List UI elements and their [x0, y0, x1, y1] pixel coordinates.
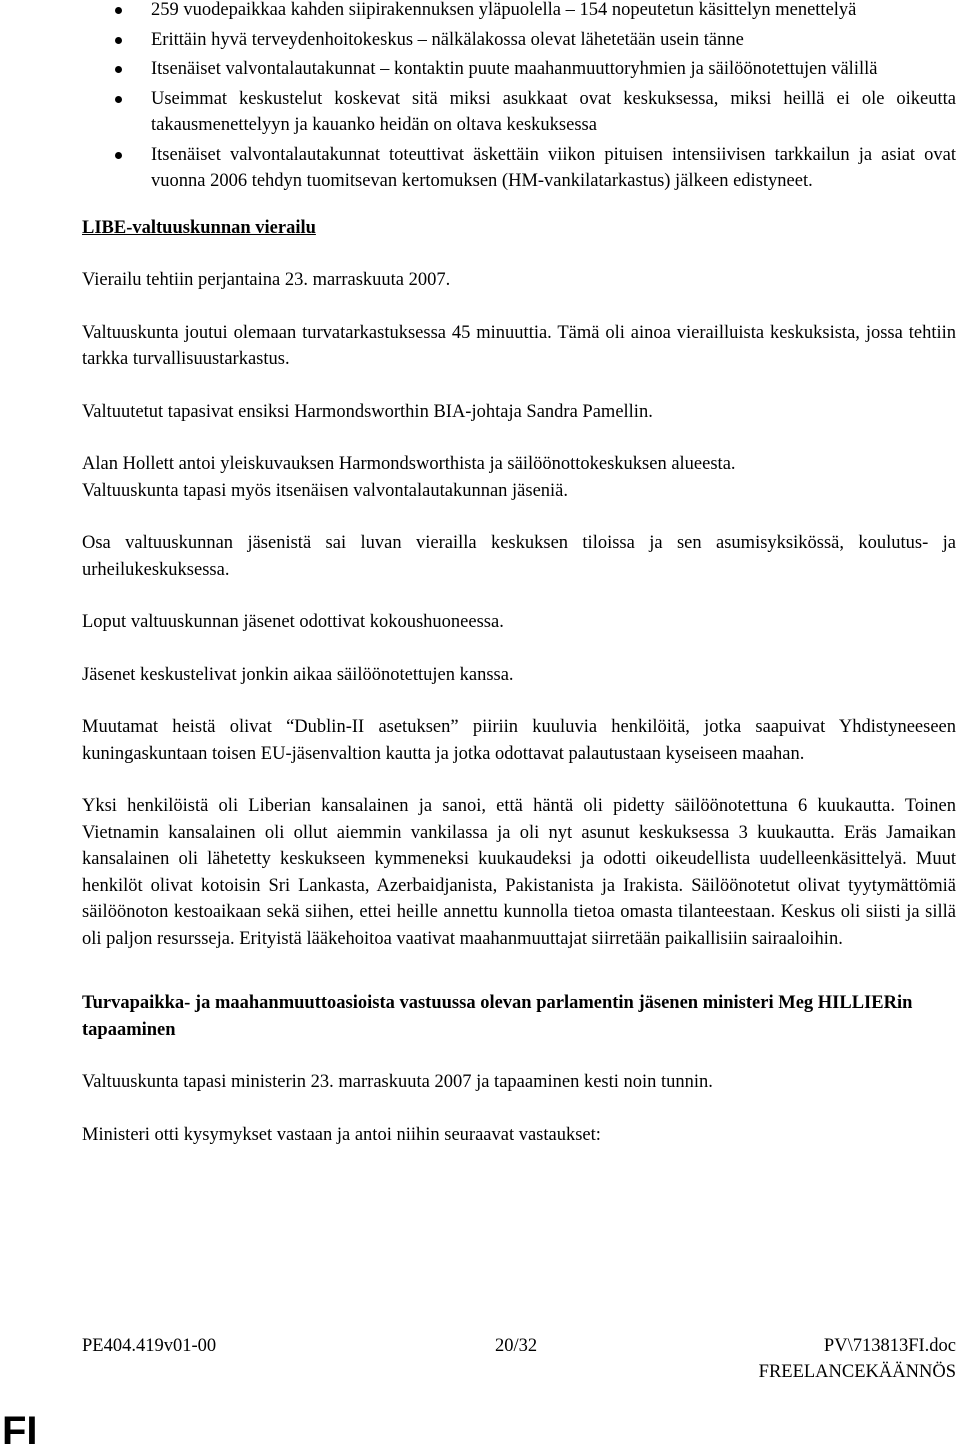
paragraph: Vierailu tehtiin perjantaina 23. marraskuuta 2007.: [82, 270, 451, 290]
bullet-icon: [115, 96, 122, 103]
list-item-text: Useimmat keskustelut koskevat sitä miksi asukkaat ovat keskuksessa, miksi heillä ei ole oikeutta takausmenettelyyn ja kauanko heidän on oltava keskuksessa: [151, 88, 956, 135]
section-heading-minister-meeting: Turvapaikka- ja maahanmuuttoasioista vastuussa olevan parlamentin jäsenen ministeri Meg HILLIERin tapaaminen: [82, 993, 913, 1040]
paragraph: Valtuuskunta joutui olemaan turvatarkastuksessa 45 minuuttia. Tämä oli ainoa vierailluista keskuksista, jossa tehtiin tarkka turvallisuustarkastus.: [82, 322, 956, 369]
footer-file-ref: PV\713813FI.doc: [823, 1336, 956, 1356]
bullet-icon: [115, 66, 122, 73]
paragraph: Valtuuskunta tapasi ministerin 23. marraskuuta 2007 ja tapaaminen kesti noin tunnin.: [82, 1072, 713, 1092]
paragraph: Ministeri otti kysymykset vastaan ja antoi niihin seuraavat vastaukset:: [82, 1124, 601, 1145]
list-item: [82, 142, 956, 195]
paragraph: Alan Hollett antoi yleiskuvauksen Harmondsworthista ja säilöönottokeskuksen alueesta.: [82, 454, 736, 474]
list-item: [82, 56, 956, 83]
paragraph: Valtuuskunta tapasi myös itsenäisen valvontalautakunnan jäseniä.: [82, 480, 569, 501]
list-item-text: Erittäin hyvä terveydenhoitokeskus – nälkälakossa olevat lähetetään usein tänne: [151, 29, 744, 50]
paragraph: Jäsenet keskustelivat jonkin aikaa säilöönotettujen kanssa.: [82, 664, 514, 685]
list-item-text: 259 vuodepaikkaa kahden siipirakennuksen yläpuolella – 154 nopeutetun käsittelyn menettelyä: [151, 0, 857, 20]
paragraph: Valtuutetut tapasivat ensiksi Harmondsworthin BIA-johtaja Sandra Pamellin.: [82, 401, 653, 422]
bullet-icon: [115, 7, 122, 14]
footer-page-number: 20/32: [495, 1336, 538, 1356]
paragraph: Osa valtuuskunnan jäsenistä sai luvan vierailla keskuksen tiloissa ja sen asumisyksikössä, koulutus- ja urheilukeskuksessa.: [82, 533, 956, 580]
paragraph: Muutamat heistä olivat “Dublin-II asetuksen” piiriin kuuluvia henkilöitä, jotka saapuivat Yhdistyneeseen kuningaskuntaan toisen EU-jäsenvaltion kautta ja jotka odottavat palautustaan kyseiseen maahan.: [82, 717, 956, 764]
page-footer: [82, 1333, 956, 1387]
paragraph: Yksi henkilöistä oli Liberian kansalainen ja sanoi, että häntä oli pidetty säilöönotettuna 6 kuukautta. Toinen Vietnamin kansalainen oli ollut aiemmin vankilassa ja oli nyt asunut keskuksessa 3 kuukautta. Eräs Jamaikan kansalainen oli lähetetty keskukseen kymmeneksi kuukaudeksi ja odotti oikeudellista uudelleenkäsittelyä. Muut henkilöt olivat kotoisin Sri Lankasta, Azerbaidjanista, Pakistanista ja Irakista. Säilöönotetut olivat tyytymättömiä säilöönoton kestoaikaan sekä siihen, ettei heille annettu kunnolla tietoa omasta tilanteestaan. Keskus oli siisti ja sillä oli paljon resurssejа. Erityistä lääkehoitoa vaativat maahanmuuttajat siirretään paikallisiin sairaaloihin.: [82, 796, 956, 949]
list-item-text: Itsenäiset valvontalautakunnat – kontaktin puute maahanmuuttoryhmien ja säilöönotettujen välillä: [151, 59, 878, 79]
paragraph: Loput valtuuskunnan jäsenet odottivat kokoushuoneessa.: [82, 612, 504, 632]
document-body: [82, 0, 956, 1174]
language-code: FI: [2, 1409, 38, 1453]
list-item: [82, 27, 956, 54]
list-item-text: Itsenäiset valvontalautakunnat toteuttivat äskettäin viikon pituisen intensiivisen tarkkailun ja asiat ovat vuonna 2006 tehdyn tuomitsevan kertomuksen (HM-vankilatarkastus) jälkeen edistyneet.: [151, 144, 956, 191]
footer-translator: FREELANCEKÄÄNNÖS: [758, 1362, 956, 1382]
bullet-list: [82, 0, 956, 195]
list-item: [82, 0, 956, 24]
section-heading-libe-visit: LIBE-valtuuskunnan vierailu: [82, 217, 316, 238]
list-item: [82, 86, 956, 139]
bullet-icon: [115, 37, 122, 44]
bullet-icon: [115, 152, 122, 159]
footer-doc-ref: PE404.419v01-00: [82, 1336, 217, 1356]
